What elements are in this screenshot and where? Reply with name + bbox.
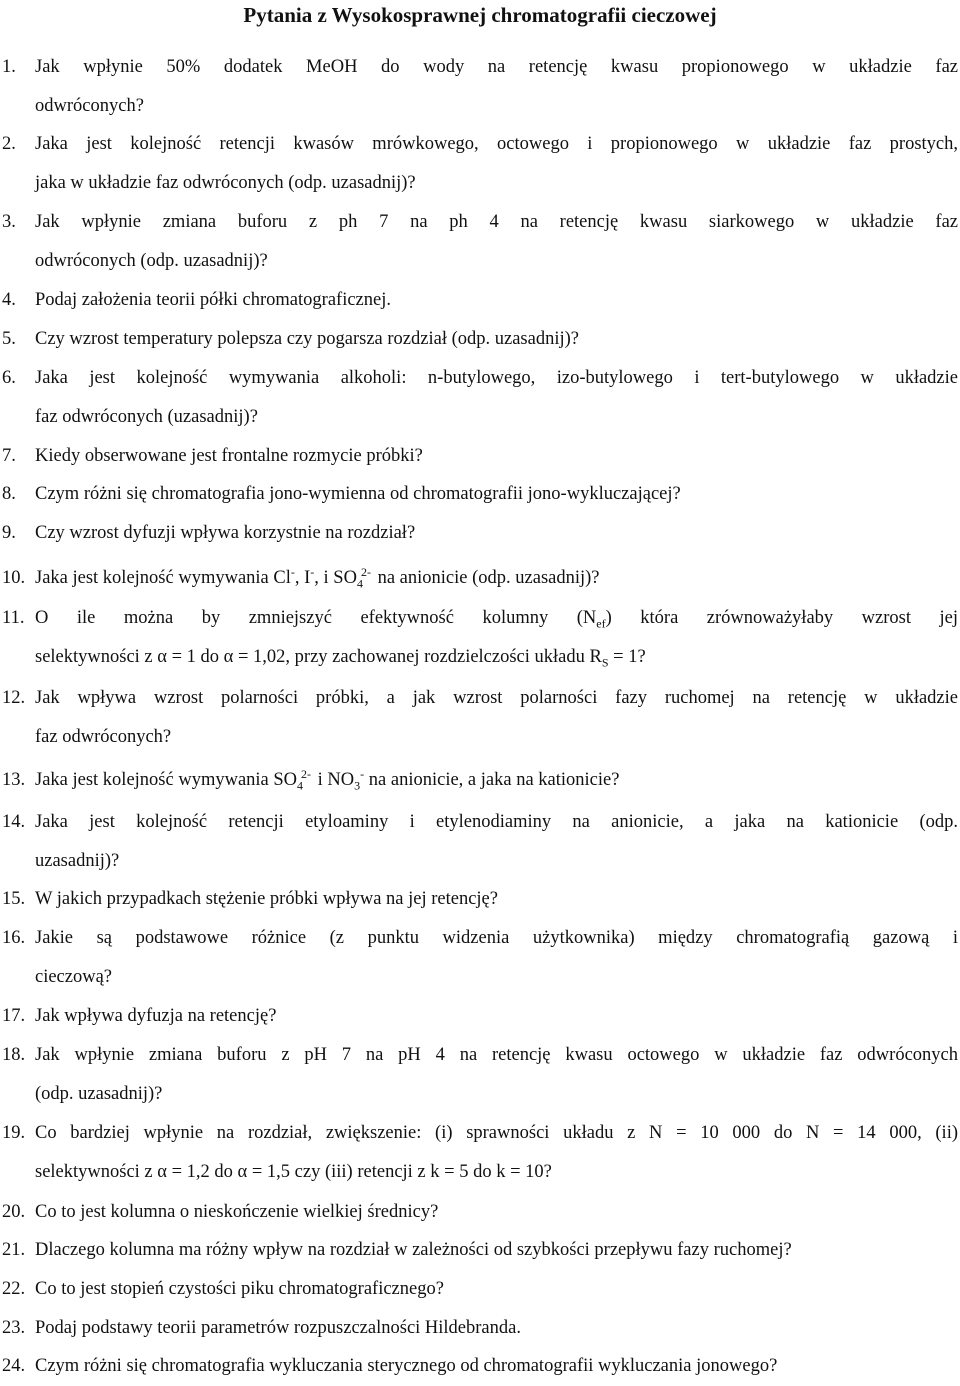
question-number: 21. <box>2 1240 26 1260</box>
question-text-line: W jakich przypadkach stężenie próbki wpływa na jej retencję? <box>35 889 498 909</box>
question-text-line: Jaka jest kolejność wymywania alkoholi: n-butylowego, izo-butylowego i tert-butylowego w układzie <box>35 368 958 388</box>
question-text-line: Co to jest kolumna o nieskończenie wielkiej średnicy? <box>35 1202 439 1222</box>
question-text-line: Co to jest stopień czystości piku chromatograficznego? <box>35 1279 444 1299</box>
question-number: 9. <box>2 523 16 543</box>
question-text-line: Jakie są podstawowe różnice (z punktu widzenia użytkownika) między chromatografią gazową i <box>35 928 958 948</box>
question-number: 2. <box>2 134 16 154</box>
page-title: Pytania z Wysokosprawnej chromatografii cieczowej <box>243 3 717 27</box>
question-number: 16. <box>2 928 26 948</box>
question-text-line: Podaj podstawy teorii parametrów rozpuszczalności Hildebranda. <box>35 1318 521 1338</box>
question-text-line: O ile można by zmniejszyć efektywność kolumny $(N_{ef})$ która zrównoważyłaby wzrost jej <box>35 608 958 631</box>
question-number: 22. <box>2 1279 26 1299</box>
question-number: 7. <box>2 446 16 466</box>
question-text-line: uzasadnij)? <box>35 851 120 871</box>
question-number: 3. <box>2 212 16 232</box>
question-text-line: cieczową? <box>35 967 113 987</box>
question-text-line: Jaka jest kolejność retencji kwasów mrówkowego, octowego i propionowego w układzie faz prostych, <box>35 134 958 154</box>
question-number: 14. <box>2 812 26 832</box>
question-text-line: Czy wzrost dyfuzji wpływa korzystnie na rozdział? <box>35 523 416 543</box>
question-text-line: selektywności z α = 1 do α = 1,02, przy zachowanej rozdzielczości układu $R_S = 1$? <box>35 647 646 670</box>
question-number: 20. <box>2 1202 26 1222</box>
question-text-line: Jak wpływa dyfuzja na retencję? <box>35 1006 277 1026</box>
question-text-line: Jak wpłynie 50% dodatek MeOH do wody na retencję kwasu propionowego w układzie faz <box>35 57 958 77</box>
question-number: 1. <box>2 57 16 77</box>
question-number: 17. <box>2 1006 26 1026</box>
question-number: 19. <box>2 1123 26 1143</box>
question-number: 5. <box>2 329 16 349</box>
question-number: 15. <box>2 889 26 909</box>
question-text-line: Podaj założenia teorii półki chromatograficznej. <box>35 290 391 310</box>
question-number: 13. <box>2 770 26 790</box>
question-text-line: odwróconych? <box>35 96 144 116</box>
question-number: 6. <box>2 368 16 388</box>
question-number: 12. <box>2 688 26 708</box>
question-number: 18. <box>2 1045 26 1065</box>
question-number: 8. <box>2 484 16 504</box>
question-text: Jaka jest kolejność wymywania $SO_4^{2-}$ i $NO_3^-$ na anionicie, a jaka na kationicie? <box>35 766 620 793</box>
question-text-line: selektywności z α = 1,2 do α = 1,5 czy (iii) retencji z k = 5 do k = 10? <box>35 1162 552 1182</box>
question-text-line: odwróconych (odp. uzasadnij)? <box>35 251 268 271</box>
question-number: 23. <box>2 1318 26 1338</box>
question-text-line: Co bardziej wpłynie na rozdział, zwiększenie: (i) sprawności układu z N = 10 000 do N = 14 000, (ii) <box>35 1123 958 1143</box>
question-text-line: Kiedy obserwowane jest frontalne rozmycie próbki? <box>35 446 423 466</box>
question-text-line: Jaka jest kolejność retencji etyloaminy i etylenodiaminy na anionicie, a jaka na kationicie (odp. <box>35 812 958 832</box>
question-text: Jaka jest kolejność wymywania Cl-, I-, i $SO_4^{2-}$ na anionicie (odp. uzasadnij)? <box>35 564 600 591</box>
question-text-line: Dlaczego kolumna ma różny wpływ na rozdział w zależności od szybkości przepływu fazy ruchomej? <box>35 1240 792 1260</box>
question-text-line: jaka w układzie faz odwróconych (odp. uzasadnij)? <box>35 173 416 193</box>
question-text-line: faz odwróconych (uzasadnij)? <box>35 407 258 427</box>
question-number: 24. <box>2 1356 26 1376</box>
question-text-line: (odp. uzasadnij)? <box>35 1084 163 1104</box>
question-number: 11. <box>2 608 25 628</box>
question-text-line: Jak wpłynie zmiana buforu z ph 7 na ph 4 na retencję kwasu siarkowego w układzie faz <box>35 212 958 232</box>
question-text-line: Jak wpływa wzrost polarności próbki, a jak wzrost polarności fazy ruchomej na retencję w układzie <box>35 688 958 708</box>
question-text-line: Czym różni się chromatografia wykluczania sterycznego od chromatografii wykluczania jonowego? <box>35 1356 778 1376</box>
question-text-line: Czym różni się chromatografia jono-wymienna od chromatografii jono-wykluczającej? <box>35 484 681 504</box>
question-number: 10. <box>2 568 26 588</box>
question-text-line: Czy wzrost temperatury polepsza czy pogarsza rozdział (odp. uzasadnij)? <box>35 329 579 349</box>
question-text-line: Jak wpłynie zmiana buforu z pH 7 na pH 4 na retencję kwasu octowego w układzie faz odwróconych <box>35 1045 958 1065</box>
question-number: 4. <box>2 290 16 310</box>
question-text-line: faz odwróconych? <box>35 727 172 747</box>
